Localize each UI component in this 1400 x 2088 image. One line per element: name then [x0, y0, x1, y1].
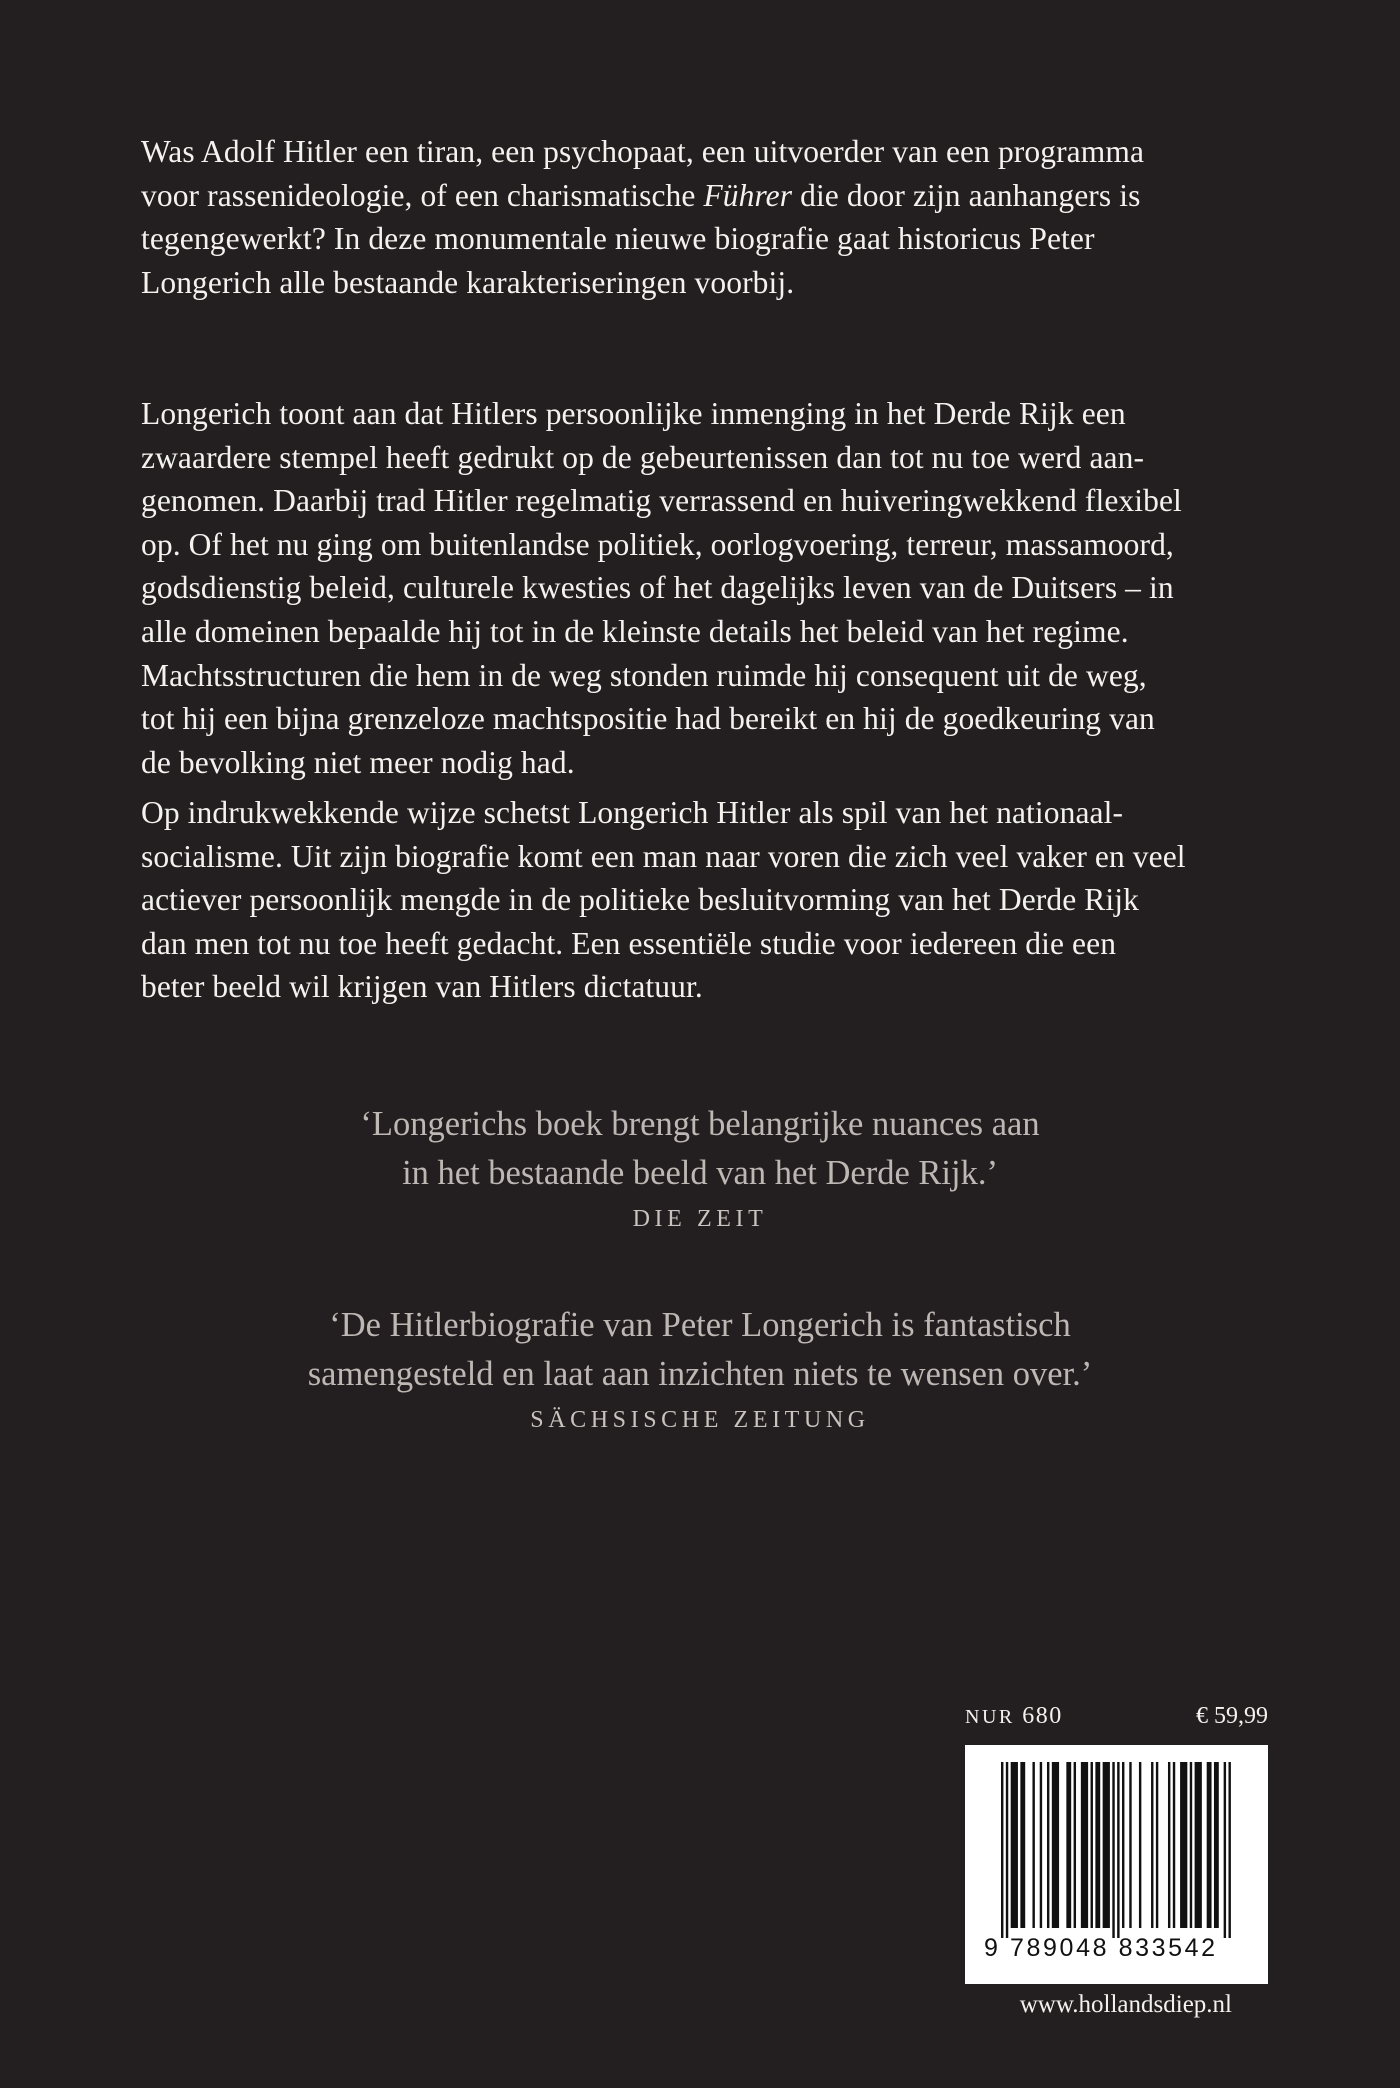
barcode-bar	[1052, 1762, 1059, 1928]
barcode-bar	[1224, 1762, 1226, 1938]
barcode-bar	[1006, 1762, 1008, 1938]
blurb-paragraph-3	[141, 791, 1271, 1009]
barcode-bar	[1047, 1762, 1049, 1928]
blurb-line: actiever persoonlijk mengde in de politieke besluitvorming van het Derde Rijk	[141, 882, 1139, 918]
barcode-bar	[1112, 1762, 1114, 1938]
quote-source: DIE ZEIT	[632, 1206, 768, 1232]
blurb-line: op. Of het nu ging om buitenlandse politiek, oorlogvoering, terreur, massamoord,	[141, 526, 1174, 562]
quote-line: ‘De Hitlerbiografie van Peter Longerich is fantastisch	[329, 1306, 1071, 1344]
quote-text	[0, 1301, 1400, 1399]
barcode-bar	[1066, 1762, 1071, 1928]
barcode-bar	[1001, 1762, 1003, 1938]
barcode-bar	[1151, 1762, 1153, 1928]
quote-line: samengesteld en laat aan inzichten niets te wensen over.’	[307, 1355, 1093, 1393]
barcode-bar	[1180, 1762, 1187, 1928]
barcode-bar	[1228, 1762, 1230, 1938]
blurb-line: Longerich toont aan dat Hitlers persoonlijke inmenging in het Derde Rijk een	[141, 396, 1126, 431]
blurb-text: voor rassenideologie, of een charismatische	[141, 177, 704, 213]
barcode-bar	[1122, 1762, 1124, 1928]
blurb-line: alle domeinen bepaalde hij tot in de kleinste details het beleid van het regime.	[141, 613, 1129, 649]
review-quote-2	[0, 1301, 1400, 1434]
barcode-bar	[1129, 1762, 1131, 1928]
nur-code	[965, 1703, 1063, 1730]
blurb-line: beter beeld wil krijgen van Hitlers dictatuur.	[141, 969, 703, 1005]
barcode-bar	[1074, 1762, 1076, 1928]
blurb-paragraph-1	[141, 130, 1271, 304]
barcode-bar	[1207, 1762, 1212, 1928]
blurb-line	[141, 178, 1140, 213]
isbn-barcode	[965, 1745, 1268, 1984]
barcode-bar	[1095, 1762, 1100, 1928]
barcode-bar	[1032, 1762, 1034, 1928]
barcode-bar	[1195, 1762, 1202, 1928]
blurb-line: Was Adolf Hitler een tiran, een psychopaat, een uitvoerder van een programma	[141, 134, 1145, 169]
barcode-bar	[1011, 1762, 1018, 1928]
barcode-bar	[1190, 1762, 1192, 1928]
publisher-website[interactable]: www.hollandsdiep.nl	[1019, 1991, 1232, 2018]
nur-number: 680	[1022, 1703, 1063, 1729]
nur-label: NUR	[965, 1706, 1015, 1728]
isbn-digits: 9 789048 833542	[984, 1934, 1218, 1962]
quote-line: ‘Longerichs boek brengt belangrijke nuances aan	[360, 1105, 1040, 1143]
blurb-line: Machtsstructuren die hem in de weg stonden ruimde hij consequent uit de weg,	[141, 657, 1147, 693]
blurb-line: socialisme. Uit zijn biografie komt een man naar voren die zich veel vaker en veel	[141, 838, 1186, 874]
blurb-line: tot hij een bijna grenzeloze machtspositie had bereikt en hij de goedkeuring van	[141, 701, 1155, 737]
barcode-bar	[1040, 1762, 1042, 1928]
fuhrer-italic: Führer	[703, 177, 793, 213]
blurb-line: tegengewerkt? In deze monumentale nieuwe biografie gaat historicus Peter	[141, 221, 1095, 257]
barcode-bar	[1117, 1762, 1119, 1938]
blurb-line: genomen. Daarbij trad Hitler regelmatig verrassend en huiveringwekkend flexibel	[141, 483, 1182, 519]
barcode-bar	[1139, 1762, 1141, 1928]
barcode-bar	[1091, 1762, 1093, 1928]
blurb-line: dan men tot nu toe heeft gedacht. Een essentiële studie voor iedereen die een	[141, 925, 1117, 961]
quote-line: in het bestaande beeld van het Derde Rijk.’	[402, 1154, 998, 1192]
blurb-line: de bevolking niet meer nodig had.	[141, 744, 575, 780]
barcode-bar	[1020, 1762, 1025, 1928]
barcode-bar	[1173, 1762, 1175, 1928]
price: € 59,99	[1196, 1703, 1268, 1729]
quote-source: SÄCHSISCHE ZEITUNG	[530, 1407, 870, 1433]
blurb-line: zwaardere stempel heeft gedrukt op de gebeurtenissen dan tot nu toe werd aan-	[141, 439, 1145, 475]
barcode-bar	[1214, 1762, 1219, 1928]
review-quote-1	[0, 1100, 1400, 1233]
barcode-bar	[1081, 1762, 1088, 1928]
blurb-text: die door zijn aanhangers is	[792, 177, 1141, 213]
quote-text	[0, 1100, 1400, 1198]
blurb-line: Op indrukwekkende wijze schetst Longerich Hitler als spil van het nationaal-	[141, 795, 1124, 830]
blurb-paragraph-2	[141, 392, 1271, 784]
barcode-bar	[1156, 1762, 1158, 1928]
barcode-bar	[1168, 1762, 1170, 1928]
blurb-line: Longerich alle bestaande karakteriseringen voorbij.	[141, 264, 795, 300]
blurb-line: godsdienstig beleid, culturele kwesties of het dagelijks leven van de Duitsers – in	[141, 570, 1174, 606]
book-meta	[965, 1703, 1268, 1735]
barcode-bar	[1103, 1762, 1110, 1928]
